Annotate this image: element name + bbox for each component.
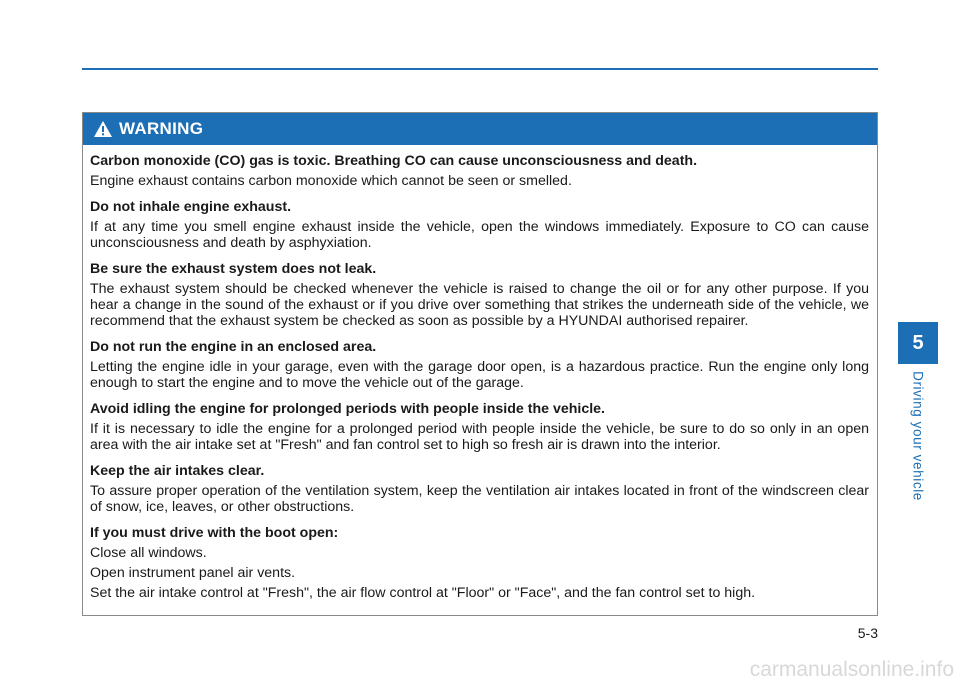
section-title: Do not run the engine in an enclosed area. [90,339,377,355]
header-rule [82,68,878,70]
warning-section [90,401,869,453]
warning-title: WARNING [119,119,204,138]
section-title: Keep the air intakes clear. [90,463,265,479]
warning-section [90,463,869,515]
warning-section [90,261,869,329]
chapter-number-tab: 5 [898,322,938,364]
section-text: Set the air intake control at "Fresh", the air flow control at "Floor" or "Face", and the fan control set to high. [90,585,756,601]
warning-triangle-icon [93,120,113,138]
section-text: The exhaust system should be checked whenever the vehicle is raised to change the oil or for any other purpose. If you hear a change in the sound of the exhaust or if you drive over something that strikes the underneath side of the vehicle, we recommend that the exhaust system be checked as soon as possible by a HYUNDAI authorised repairer. [90,281,869,329]
warning-section [90,339,869,391]
warning-box [82,112,878,616]
section-text: If at any time you smell engine exhaust inside the vehicle, open the windows immediately. Exposure to CO can cause unconsciousness and death by asphyxiation. [90,219,869,251]
section-title: If you must drive with the boot open: [90,525,339,541]
section-text: Engine exhaust contains carbon monoxide which cannot be seen or smelled. [90,173,572,189]
section-title: Be sure the exhaust system does not leak. [90,261,377,277]
section-text: Open instrument panel air vents. [90,565,296,581]
section-text: To assure proper operation of the ventilation system, keep the ventilation air intakes located in front of the windscreen clear of snow, ice, leaves, or other obstructions. [90,483,869,515]
section-title: Avoid idling the engine for prolonged periods with people inside the vehicle. [90,401,605,417]
warning-section [90,153,869,189]
warning-header [83,113,877,145]
warning-section [90,525,869,601]
chapter-name: Driving your vehicle [910,371,926,501]
watermark: carmanualsonline.info [749,658,954,681]
section-text: If it is necessary to idle the engine for a prolonged period with people inside the vehicle, be sure to do so only in an open area with the air intake set at "Fresh" and fan control set to high so fresh air is drawn into the interior. [90,421,869,453]
section-title: Do not inhale engine exhaust. [90,199,292,215]
section-title: Carbon monoxide (CO) gas is toxic. Breathing CO can cause unconsciousness and death. [90,153,698,169]
warning-body [83,145,877,601]
section-text: Close all windows. [90,545,207,561]
section-text: Letting the engine idle in your garage, even with the garage door open, is a hazardous practice. Run the engine only long enough to start the engine and to move the vehicle out of the garage. [90,359,869,391]
page-number: 5-3 [857,625,878,641]
warning-section [90,199,869,251]
